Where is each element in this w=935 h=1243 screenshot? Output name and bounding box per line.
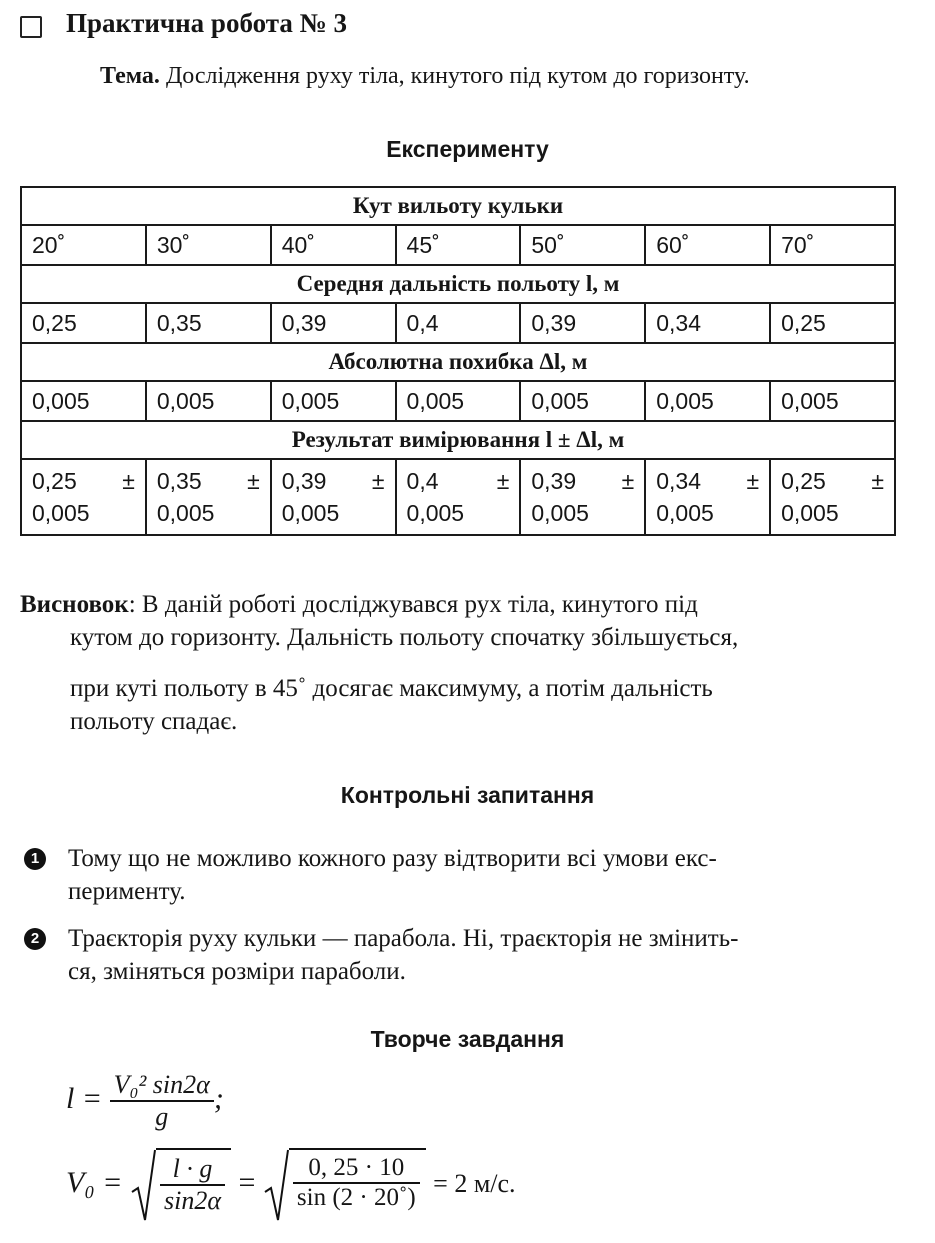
error-cell: 0,005 bbox=[645, 381, 770, 421]
formula-lhs: l = bbox=[66, 1081, 103, 1115]
result-value: 0,39 bbox=[531, 468, 577, 494]
creative-heading: Творче завдання bbox=[370, 1026, 565, 1052]
result-value: 0,39 bbox=[281, 468, 327, 494]
distance-cell: 0,35 bbox=[146, 303, 271, 343]
result-value: 0,25 bbox=[781, 468, 826, 494]
question-number: 2 bbox=[24, 928, 46, 950]
formula-range bbox=[66, 1070, 224, 1132]
error-cell: 0,005 bbox=[770, 381, 895, 421]
formula-result: = 2 м/с. bbox=[433, 1168, 516, 1198]
formula-velocity bbox=[66, 1148, 516, 1222]
formula-denominator: g bbox=[155, 1102, 169, 1131]
distance-cell: 0,39 bbox=[271, 303, 396, 343]
formula-numerator: 0, 25 · 10 bbox=[293, 1154, 420, 1184]
plus-minus: ± bbox=[871, 468, 884, 494]
distance-cell: 0,39 bbox=[520, 303, 645, 343]
conclusion bbox=[20, 588, 900, 738]
plus-minus: ± bbox=[371, 468, 385, 494]
formula-end: ; bbox=[213, 1081, 224, 1115]
result-error: 0,005 bbox=[406, 500, 465, 526]
error-cell: 0,005 bbox=[271, 381, 396, 421]
result-cell bbox=[396, 459, 521, 535]
result-cell bbox=[520, 459, 645, 535]
result-error: 0,005 bbox=[531, 500, 589, 526]
question-1 bbox=[24, 842, 884, 908]
result-error: 0,005 bbox=[781, 500, 839, 526]
answer-line: ся, зміняться розміри параболи. bbox=[68, 958, 406, 985]
plus-minus: ± bbox=[247, 468, 260, 494]
result-value: 0,34 bbox=[656, 468, 701, 494]
result-error: 0,005 bbox=[656, 500, 714, 526]
error-cell: 0,005 bbox=[21, 381, 146, 421]
formula-equals: = bbox=[238, 1165, 256, 1199]
error-header: Абсолютна похибка Δl, м bbox=[21, 343, 895, 381]
formula-denominator: sin (2 · 20˚) bbox=[296, 1184, 416, 1211]
result-cell bbox=[645, 459, 770, 535]
answer-line: перименту. bbox=[68, 878, 186, 905]
angle-cell: 40˚ bbox=[271, 225, 396, 265]
sqrt-icon bbox=[130, 1148, 156, 1222]
angle-cell: 70˚ bbox=[770, 225, 895, 265]
angle-cell: 30˚ bbox=[146, 225, 271, 265]
result-error: 0,005 bbox=[32, 500, 90, 526]
sqrt-icon bbox=[263, 1148, 289, 1222]
result-header: Результат вимірювання l ± Δl, м bbox=[21, 421, 895, 459]
conclusion-line: кутом до горизонту. Дальність польоту спочатку збільшується, bbox=[70, 624, 739, 651]
angle-cell: 20˚ bbox=[21, 225, 146, 265]
result-error: 0,005 bbox=[281, 500, 340, 526]
result-value: 0,25 bbox=[32, 468, 77, 494]
topic-label: Тема. bbox=[100, 63, 160, 89]
error-cell: 0,005 bbox=[146, 381, 271, 421]
result-cell bbox=[146, 459, 271, 535]
plus-minus: ± bbox=[496, 468, 510, 494]
distance-cell: 0,4 bbox=[396, 303, 521, 343]
formula-numerator: l · g bbox=[160, 1154, 225, 1186]
conclusion-line: при куті польоту в 45˚ досягає максимуму, а потім дальність bbox=[70, 675, 713, 702]
answer-line: Траєкторія руху кульки — парабола. Ні, траєкторія не змінить- bbox=[68, 925, 739, 952]
conclusion-line: : В даній роботі досліджувався рух тіла, кинутого під bbox=[128, 591, 698, 618]
experiment-heading: Експерименту bbox=[386, 136, 549, 162]
result-error: 0,005 bbox=[156, 500, 215, 526]
page-title: Практична робота № 3 bbox=[66, 8, 347, 38]
result-cell bbox=[770, 459, 895, 535]
angle-header: Кут вильоту кульки bbox=[21, 187, 895, 225]
plus-minus: ± bbox=[122, 468, 135, 494]
question-number: 1 bbox=[24, 848, 46, 870]
conclusion-label: Висновок bbox=[20, 591, 129, 618]
distance-cell: 0,25 bbox=[21, 303, 146, 343]
checkbox-icon bbox=[20, 16, 42, 38]
formula-numerator: V₀² sin2α bbox=[110, 1070, 214, 1102]
distance-cell: 0,25 bbox=[770, 303, 895, 343]
result-value: 0,4 bbox=[406, 468, 439, 494]
control-heading: Контрольні запитання bbox=[340, 782, 595, 808]
angle-cell: 60˚ bbox=[645, 225, 770, 265]
result-cell bbox=[271, 459, 396, 535]
topic-text: Дослідження руху тіла, кинутого під кутом до горизонту. bbox=[165, 63, 750, 89]
angle-cell: 45˚ bbox=[396, 225, 521, 265]
error-cell: 0,005 bbox=[520, 381, 645, 421]
conclusion-line: польоту спадає. bbox=[70, 708, 238, 735]
distance-cell: 0,34 bbox=[645, 303, 770, 343]
topic bbox=[100, 60, 860, 92]
error-cell: 0,005 bbox=[396, 381, 521, 421]
answer-line: Тому що не можливо кожного разу відтворити всі умови екс- bbox=[68, 845, 717, 872]
result-value: 0,35 bbox=[156, 468, 202, 494]
plus-minus: ± bbox=[621, 468, 635, 494]
formula-lhs: V₀ = bbox=[66, 1165, 123, 1199]
angle-cell: 50˚ bbox=[520, 225, 645, 265]
question-2 bbox=[24, 922, 884, 988]
formula-denominator: sin2α bbox=[164, 1186, 221, 1215]
experiment-table bbox=[20, 186, 896, 536]
result-cell bbox=[21, 459, 146, 535]
distance-header: Середня дальність польоту l, м bbox=[21, 265, 895, 303]
plus-minus: ± bbox=[746, 468, 760, 494]
